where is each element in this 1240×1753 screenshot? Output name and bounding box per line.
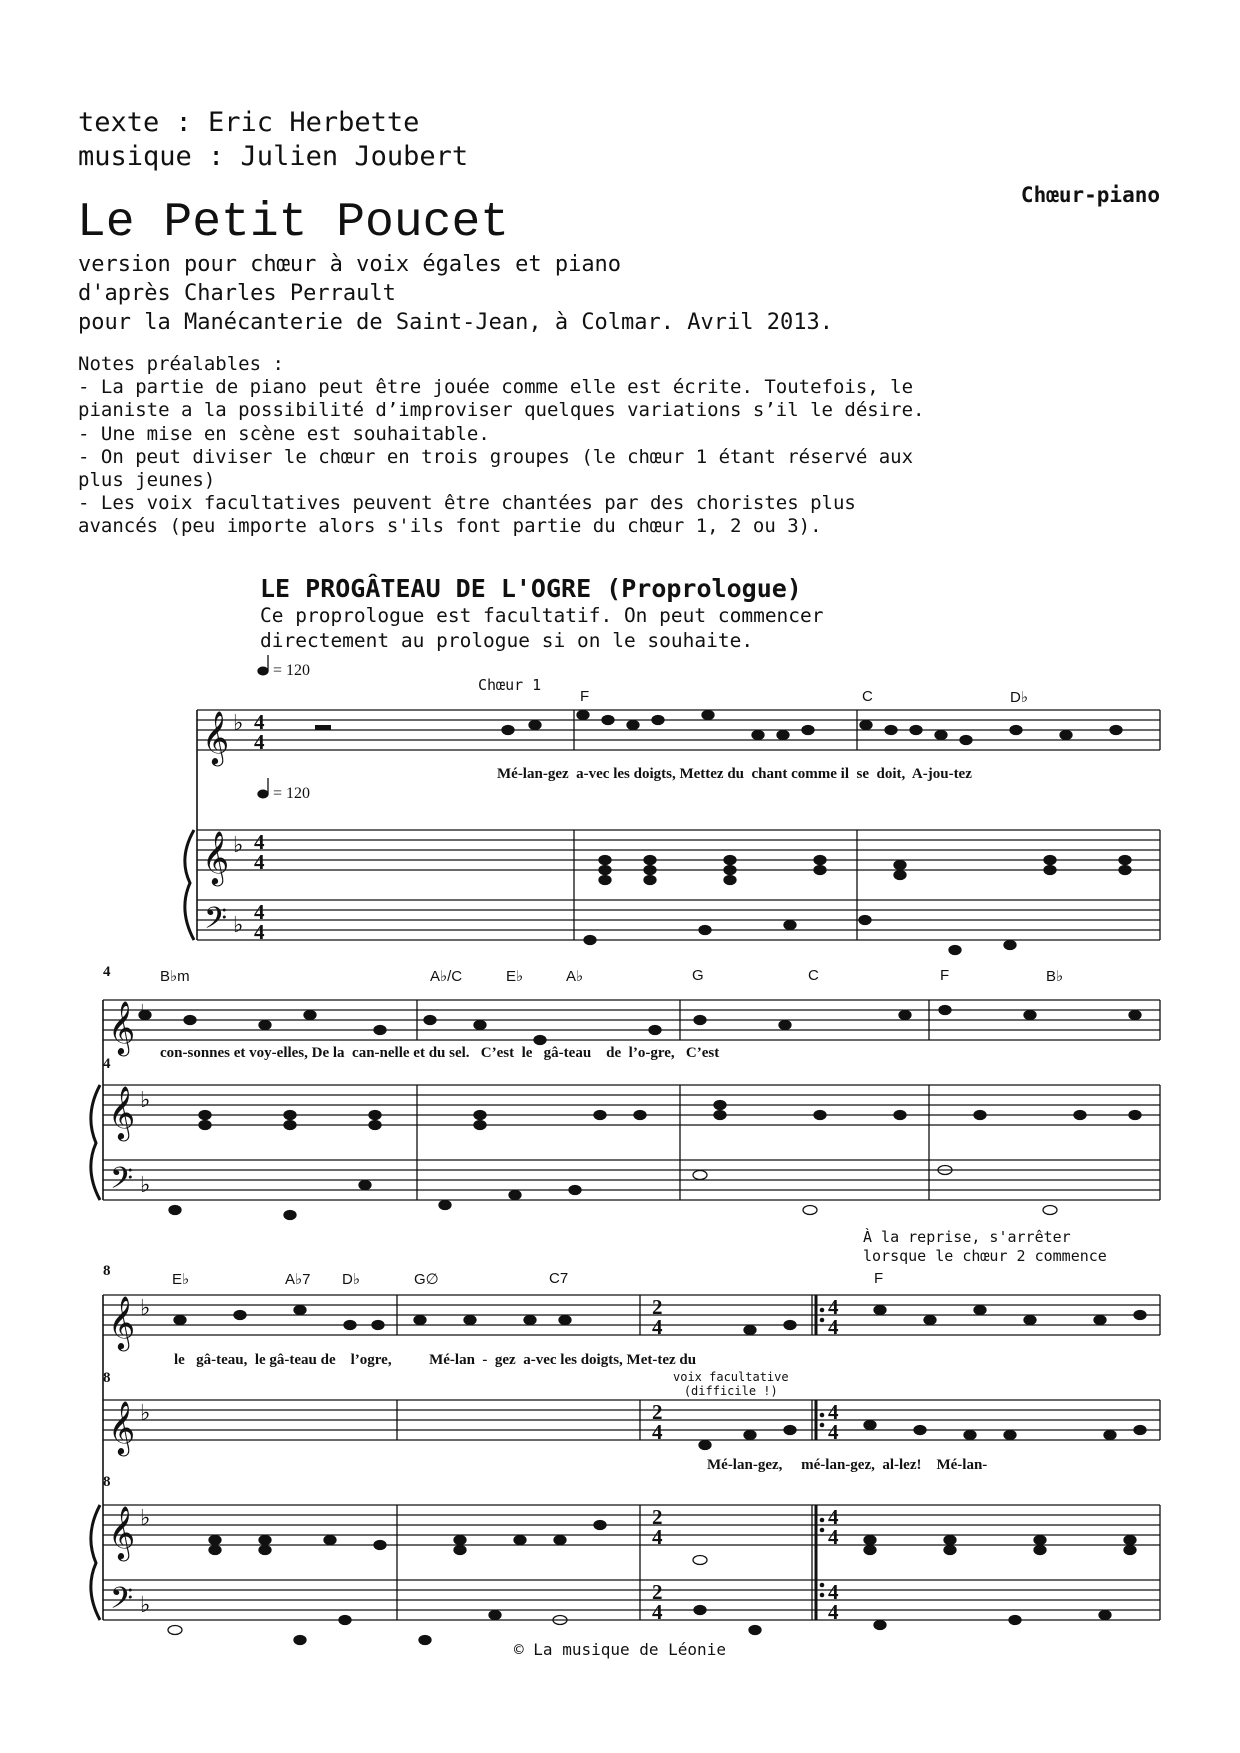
staff-voice-2 — [103, 1000, 1160, 1040]
chord-symbol: F — [580, 688, 590, 705]
chord-symbol: F — [874, 1270, 884, 1287]
reprise-note-line: À la reprise, s'arrêter — [863, 1228, 1071, 1246]
staff-piano-bass-3 — [103, 1580, 1160, 1620]
svg-text:4: 4 — [254, 850, 265, 874]
chord-symbol: A♭ — [566, 968, 584, 985]
notes-line: avancés (peu importe alors s'ils font partie du chœur 1, 2 ou 3). — [78, 515, 822, 538]
bass-notes-2 — [169, 1166, 1057, 1220]
lyrics-line: Mé-lan-gez a-vec les doigts, Mettez du chant comme il se doit, A-jou-tez — [497, 766, 972, 782]
svg-text:2: 2 — [652, 1400, 663, 1424]
svg-text:4: 4 — [828, 1525, 839, 1549]
bass-notes-1 — [584, 916, 1016, 955]
subtitle-line: d'après Charles Perrault — [78, 281, 396, 306]
chord-symbol: G∅ — [414, 1271, 439, 1288]
svg-text:4: 4 — [254, 900, 265, 924]
svg-text:4: 4 — [254, 830, 265, 854]
svg-text:♭: ♭ — [140, 1505, 151, 1530]
reprise-note-line: lorsque le chœur 2 commence — [863, 1247, 1107, 1265]
staff-voice-3 — [103, 1295, 1160, 1335]
optional-voice-note — [673, 1370, 789, 1398]
voice-notes-2 — [139, 1006, 1141, 1045]
voice-label: Chœur 1 — [478, 676, 542, 694]
svg-text:♭: ♭ — [233, 832, 244, 857]
chord-symbol: G — [692, 967, 704, 984]
lyrics-line: Mé-lan-gez, mé-lan-gez, al-lez! Mé-lan- — [707, 1457, 988, 1473]
chord-symbol: E♭ — [172, 1271, 190, 1288]
treble-clef-icon: 𝄞 — [108, 1297, 136, 1348]
svg-text:4: 4 — [254, 920, 265, 944]
chord-symbol: A♭7 — [285, 1271, 311, 1288]
optional-voice-notes-3 — [699, 1421, 1146, 1450]
measure-number: 4 — [103, 1056, 111, 1072]
optional-voice-note-line: (difficile !) — [683, 1384, 778, 1398]
reprise-note — [863, 1228, 1107, 1266]
chord-symbol: D♭ — [342, 1271, 360, 1288]
staff-piano-treble-2 — [103, 1085, 1160, 1125]
svg-text:4: 4 — [828, 1315, 839, 1339]
section-note-line: directement au prologue si on le souhaite. — [260, 629, 754, 652]
svg-text:♭: ♭ — [140, 1400, 151, 1425]
lyrics-line: con-sonnes et voy-elles, De la can-nelle et du sel. C’est le gâ-teau de l’o-gre, C’est — [160, 1045, 720, 1061]
tempo-marking: = 120 — [273, 785, 311, 802]
treble-clef-icon: 𝄞 — [202, 832, 230, 883]
page-title: Le Petit Poucet — [77, 196, 510, 250]
svg-text:♭: ♭ — [233, 912, 244, 937]
staff-piano-bass-2 — [103, 1160, 1160, 1200]
section-note-line: Ce proprologue est facultatif. On peut commencer — [260, 604, 824, 627]
svg-text:4: 4 — [652, 1525, 663, 1549]
svg-text:4: 4 — [828, 1580, 839, 1604]
measure-number: 8 — [103, 1263, 111, 1279]
treble-clef-icon: 𝄞 — [202, 712, 230, 763]
notes-line: - La partie de piano peut être jouée comme elle est écrite. Toutefois, le — [78, 376, 914, 399]
chord-symbol: F — [940, 967, 950, 984]
svg-text:♭: ♭ — [233, 710, 244, 735]
treble-clef-icon: 𝄞 — [108, 1507, 136, 1558]
bass-clef-icon: 𝄢 — [110, 1582, 134, 1622]
svg-text:2: 2 — [652, 1505, 663, 1529]
treble-clef-icon: 𝄞 — [108, 1087, 136, 1138]
chord-symbol: E♭ — [506, 968, 524, 985]
composer-credit: musique : Julien Joubert — [78, 141, 469, 172]
subtitle-line: pour la Manécanterie de Saint-Jean, à Colmar. Avril 2013. — [78, 310, 833, 335]
svg-text:4: 4 — [828, 1600, 839, 1624]
lyricist-credit: texte : Eric Herbette — [78, 107, 420, 138]
optional-voice-note-line: voix facultative — [673, 1370, 789, 1384]
svg-text:4: 4 — [828, 1505, 839, 1529]
tempo-marking: = 120 — [273, 662, 311, 679]
chord-symbol: D♭ — [1010, 689, 1028, 706]
measure-number: 8 — [103, 1474, 111, 1490]
ensemble-badge: Chœur-piano — [1020, 183, 1160, 207]
svg-text:4: 4 — [828, 1295, 839, 1319]
svg-text:4: 4 — [828, 1420, 839, 1444]
measure-number: 8 — [103, 1370, 111, 1386]
svg-text:4: 4 — [254, 710, 265, 734]
svg-text:♭: ♭ — [140, 1087, 151, 1112]
notes-line: pianiste a la possibilité d’improviser quelques variations s’il le désire. — [78, 399, 925, 422]
lyrics-line: le gâ-teau, le gâ-teau de l’ogre, Mé-lan - gez a-vec les doigts, Met-tez du — [174, 1352, 697, 1368]
svg-text:2: 2 — [652, 1295, 663, 1319]
chord-symbol: A♭/C — [430, 968, 463, 985]
notes-line: Notes préalables : — [78, 353, 284, 375]
measure-number: 4 — [103, 964, 111, 980]
svg-text:4: 4 — [652, 1420, 663, 1444]
subtitle-line: version pour chœur à voix égales et piano — [78, 252, 622, 277]
section-title: LE PROGÂTEAU DE L'OGRE (Proprologue) — [260, 574, 802, 603]
notes-line: - On peut diviser le chœur en trois groupes (le chœur 1 étant réservé aux — [78, 445, 914, 468]
svg-text:4: 4 — [652, 1315, 663, 1339]
svg-text:♭: ♭ — [140, 1592, 151, 1617]
svg-text:4: 4 — [652, 1600, 663, 1624]
piano-chords-3 — [209, 1521, 1136, 1565]
copyright-footer: © La musique de Léonie — [514, 1640, 726, 1659]
chord-symbol: B♭m — [160, 968, 190, 985]
treble-clef-icon: 𝄞 — [108, 1402, 136, 1453]
staff-piano-treble-1 — [197, 830, 1160, 870]
svg-text:♭: ♭ — [140, 1172, 151, 1197]
svg-text:2: 2 — [652, 1580, 663, 1604]
notes-line: plus jeunes) — [78, 469, 216, 492]
notes-line: - Les voix facultatives peuvent être chantées par des choristes plus — [78, 492, 856, 515]
chord-symbol: B♭ — [1046, 968, 1064, 985]
treble-clef-icon: 𝄞 — [108, 1002, 136, 1053]
svg-text:♭: ♭ — [140, 1295, 151, 1320]
notes-line: - Une mise en scène est souhaitable. — [78, 422, 490, 445]
bass-clef-icon: 𝄢 — [204, 902, 228, 942]
staff-optional-voice-3 — [103, 1400, 1160, 1440]
chord-symbol: C — [862, 688, 873, 705]
chord-symbol: C7 — [549, 1270, 569, 1287]
chord-symbol: C — [808, 967, 819, 984]
svg-text:4: 4 — [828, 1400, 839, 1424]
svg-text:4: 4 — [254, 730, 265, 754]
staff-piano-bass-1 — [197, 900, 1160, 940]
bass-clef-icon: 𝄢 — [110, 1162, 134, 1202]
